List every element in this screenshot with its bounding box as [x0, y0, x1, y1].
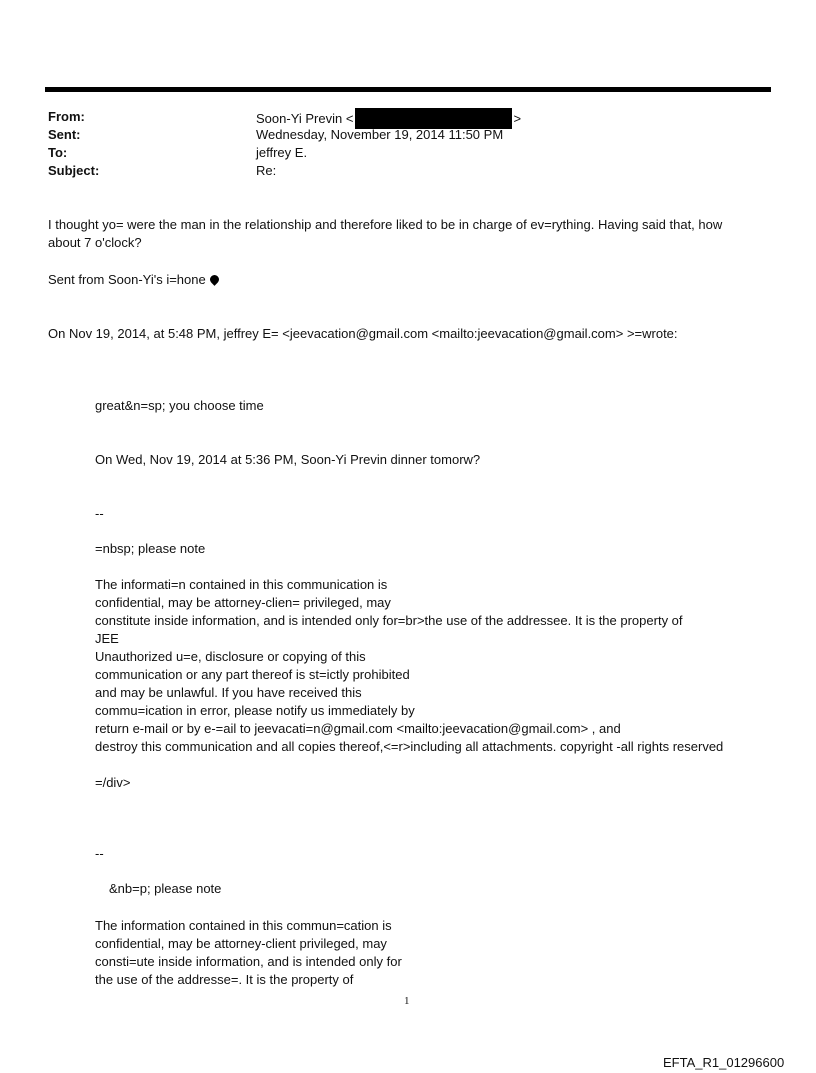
disclaimer-line: The information contained in this commun=cation is	[95, 918, 392, 933]
disclaimer-line: the use of the addresse=. It is the property of	[95, 972, 354, 987]
from-label: From:	[48, 109, 85, 124]
quote-line-time: great&n=sp; you choose time	[95, 398, 264, 413]
quote-separator: --	[95, 506, 104, 521]
please-note-2: &nb=p; please note	[109, 881, 222, 896]
disclaimer-line: constitute inside information, and is intended only for=br>the use of the addressee. It is the property of	[95, 613, 683, 628]
sent-value: Wednesday, November 19, 2014 11:50 PM	[256, 127, 504, 142]
disclaimer-line: destroy this communication and all copies thereof,<=r>including all attachments. copyright -all rights reserved	[95, 739, 724, 754]
disclaimer-line: Unauthorized u=e, disclosure or copying of this	[95, 649, 366, 664]
quote-header: On Nov 19, 2014, at 5:48 PM, jeffrey E= <jeevacation@gmail.com <mailto:jeevacation@gmail.com> >=wrote:	[48, 326, 678, 341]
location-pin-icon	[208, 273, 221, 286]
sent-label: Sent:	[48, 127, 81, 142]
signature-text: Sent from Soon-Yi's i=hone	[48, 272, 206, 287]
to-label: To:	[48, 145, 68, 160]
from-name: Soon-Yi Previn <	[256, 111, 354, 126]
reply-line-2: about 7 o'clock?	[48, 235, 142, 250]
disclaimer-line: JEE	[95, 631, 119, 646]
disclaimer-line: commu=ication in error, please notify us immediately by	[95, 703, 415, 718]
reply-line-1: I thought yo= were the man in the relationship and therefore liked to be in charge of ev=rything. Having said that, how	[48, 217, 723, 232]
to-value: jeffrey E.	[256, 145, 308, 160]
disclaimer-line: The informati=n contained in this communication is	[95, 577, 388, 592]
subject-value: Re:	[256, 163, 277, 178]
from-suffix: >	[513, 111, 522, 126]
subject-label: Subject:	[48, 163, 100, 178]
disclaimer-line: confidential, may be attorney-client privileged, may	[95, 936, 387, 951]
disclaimer-line: consti=ute inside information, and is intended only for	[95, 954, 402, 969]
quote-line-dinner: On Wed, Nov 19, 2014 at 5:36 PM, Soon-Yi Previn dinner tomorw?	[95, 452, 481, 467]
disclaimer-line: communication or any part thereof is st=ictly prohibited	[95, 667, 410, 682]
please-note: =nbsp; please note	[95, 541, 206, 556]
div-close: =/div>	[95, 775, 131, 790]
disclaimer-line: return e-mail or by e-=ail to jeevacati=n@gmail.com <mailto:jeevacation@gmail.com> , and	[95, 721, 621, 736]
disclaimer-line: confidential, may be attorney-clien= privileged, may	[95, 595, 391, 610]
signature-line	[48, 271, 219, 289]
header-rule	[45, 87, 771, 92]
disclaimer-line: and may be unlawful. If you have received this	[95, 685, 362, 700]
bates-stamp: EFTA_R1_01296600	[663, 1055, 785, 1070]
quote-separator-2: --	[95, 846, 104, 861]
page-number: 1	[404, 995, 410, 1007]
